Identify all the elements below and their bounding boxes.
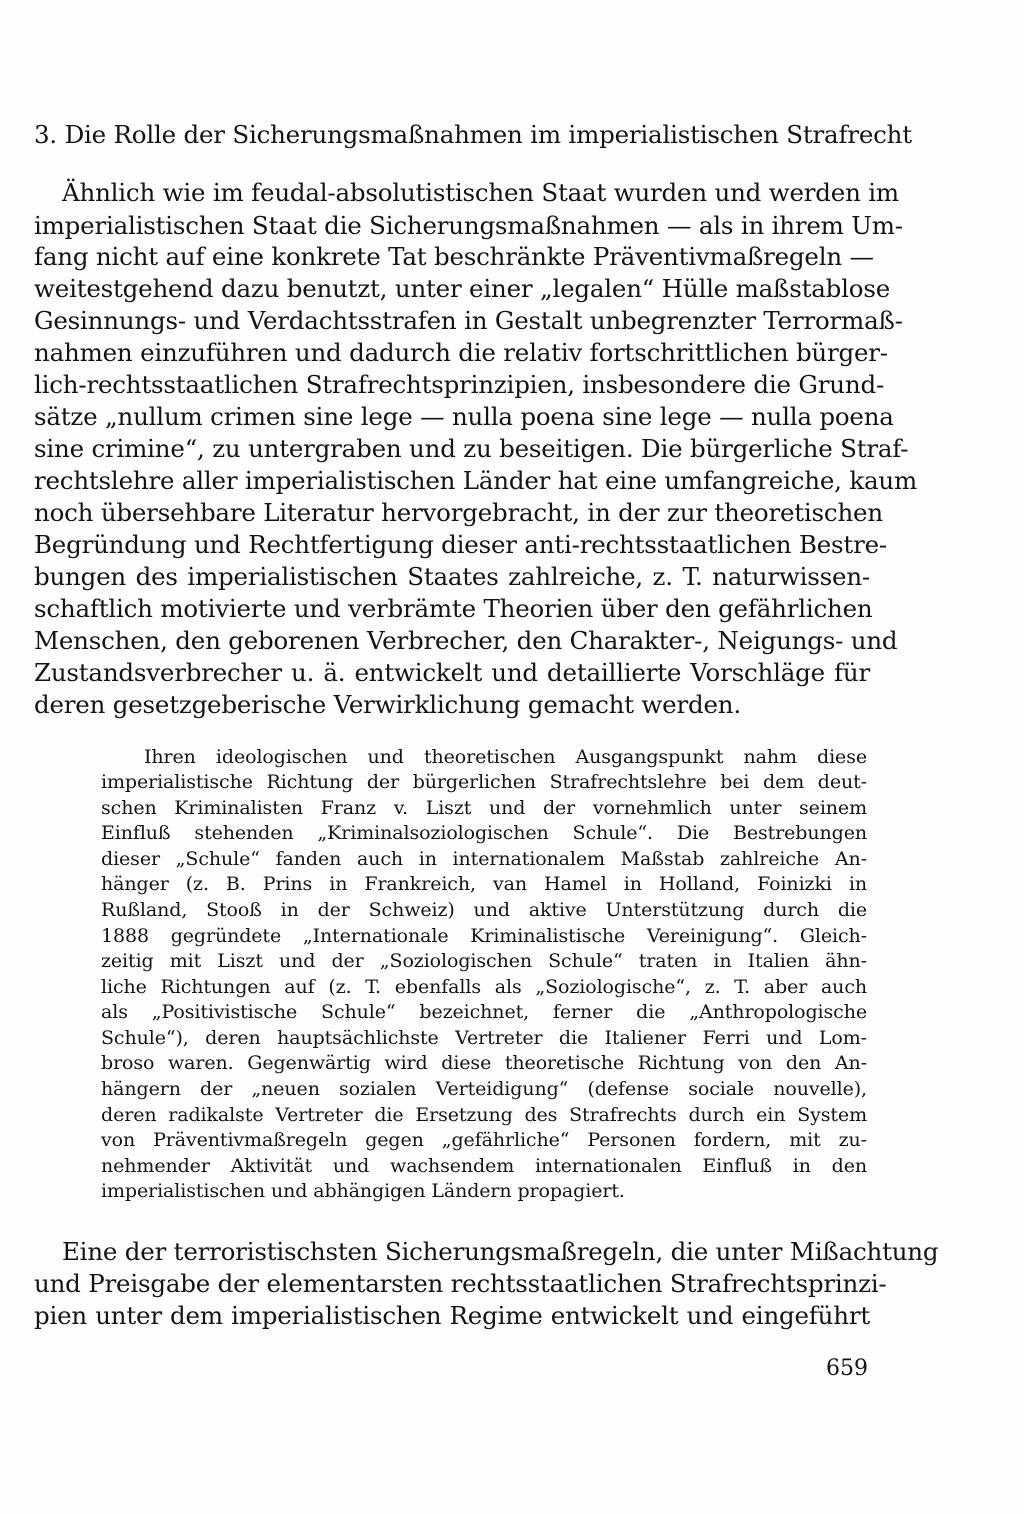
note-line: dieser „Schule“ fanden auch in internationalem Maßstab zahlreiche An- xyxy=(101,848,867,870)
note-line: Schule“), deren hauptsächlichste Vertreter die Italiener Ferri und Lom- xyxy=(101,1027,867,1049)
paragraph-1-line: lich-rechtsstaatlichen Strafrechtsprinzipien, insbesondere die Grund- xyxy=(34,370,885,399)
note-line: imperialistische Richtung der bürgerlichen Strafrechtslehre bei dem deut- xyxy=(101,771,867,793)
paragraph-1-line: sine crimine“, zu untergraben und zu beseitigen. Die bürgerliche Straf- xyxy=(34,434,909,463)
paragraph-1-line: bungen des imperialistischen Staates zahlreiche, z. T. naturwissen- xyxy=(34,562,870,591)
paragraph-1-line: sätze „nullum crimen sine lege — nulla poena sine lege — nulla poena xyxy=(34,402,894,431)
note-line: als „Positivistische Schule“ bezeichnet, ferner die „Anthropologische xyxy=(101,1001,867,1023)
paragraph-1-line: fang nicht auf eine konkrete Tat beschränkte Präventivmaßregeln — xyxy=(34,242,874,271)
note-line: broso waren. Gegenwärtig wird diese theoretische Richtung von den An- xyxy=(101,1052,867,1074)
paragraph-1-line: Zustandsverbrecher u. ä. entwickelt und detaillierte Vorschläge für xyxy=(34,658,870,687)
paragraph-1-line: deren gesetzgeberische Verwirklichung gemacht werden. xyxy=(34,690,741,719)
paragraph-1-line: weitestgehend dazu benutzt, unter einer „legalen“ Hülle maßstablose xyxy=(34,274,890,303)
paragraph-1-line: imperialistischen Staat die Sicherungsmaßnahmen — als in ihrem Um- xyxy=(34,211,903,240)
note-line: 1888 gegründete „Internationale Kriminalistische Vereinigung“. Gleich- xyxy=(101,925,867,947)
paragraph-1-line: Gesinnungs- und Verdachtsstrafen in Gestalt unbegrenzter Terrormaß- xyxy=(34,306,903,335)
paragraph-1-line: nahmen einzuführen und dadurch die relativ fortschrittlichen bürger- xyxy=(34,338,888,367)
note-line: zeitig mit Liszt und der „Soziologischen Schule“ traten in Italien ähn- xyxy=(101,950,867,972)
note-line: Ihren ideologischen und theoretischen Ausgangspunkt nahm diese xyxy=(144,746,867,768)
note-line: von Präventivmaßregeln gegen „gefährliche“ Personen fordern, mit zu- xyxy=(101,1129,867,1151)
note-line: Einfluß stehenden „Kriminalsoziologischen Schule“. Die Bestrebungen xyxy=(101,822,867,844)
paragraph-1-line: Ähnlich wie im feudal-absolutistischen Staat wurden und werden im xyxy=(62,178,899,207)
paragraph-1-line: noch übersehbare Literatur hervorgebracht, in der zur theoretischen xyxy=(34,498,883,527)
paragraph-1-line: rechtslehre aller imperialistischen Länder hat eine umfangreiche, kaum xyxy=(34,466,917,495)
paragraph-1-line: Menschen, den geborenen Verbrecher, den Charakter-, Neigungs- und xyxy=(34,626,898,655)
note-line: liche Richtungen auf (z. T. ebenfalls als „Soziologische“, z. T. aber auch xyxy=(101,976,867,998)
paragraph-1-line: schaftlich motivierte und verbrämte Theorien über den gefährlichen xyxy=(34,594,873,623)
note-line: schen Kriminalisten Franz v. Liszt und der vornehmlich unter seinem xyxy=(101,797,867,819)
paragraph-1-line: Begründung und Rechtfertigung dieser anti-rechtsstaatlichen Bestre- xyxy=(34,530,887,559)
note-line: hängern der „neuen sozialen Verteidigung“ (defense sociale nouvelle), xyxy=(101,1078,867,1100)
note-line: Rußland, Stooß in der Schweiz) und aktive Unterstützung durch die xyxy=(101,899,867,921)
note-line: deren radikalste Vertreter die Ersetzung des Strafrechts durch ein System xyxy=(101,1104,867,1126)
paragraph-2-line: Eine der terroristischsten Sicherungsmaßregeln, die unter Mißachtung xyxy=(62,1237,939,1266)
page-number: 659 xyxy=(826,1356,868,1381)
note-line: hänger (z. B. Prins in Frankreich, van Hamel in Holland, Foinizki in xyxy=(101,873,867,895)
paragraph-2-line: pien unter dem imperialistischen Regime entwickelt und eingeführt xyxy=(34,1301,870,1330)
paragraph-2-line: und Preisgabe der elementarsten rechtsstaatlichen Strafrechtsprinzi- xyxy=(34,1269,887,1298)
section-heading: 3. Die Rolle der Sicherungsmaßnahmen im imperialistischen Strafrecht xyxy=(34,120,912,149)
note-line: imperialistischen und abhängigen Ländern propagiert. xyxy=(101,1180,625,1202)
note-line: nehmender Aktivität und wachsendem internationalen Einfluß in den xyxy=(101,1155,867,1177)
